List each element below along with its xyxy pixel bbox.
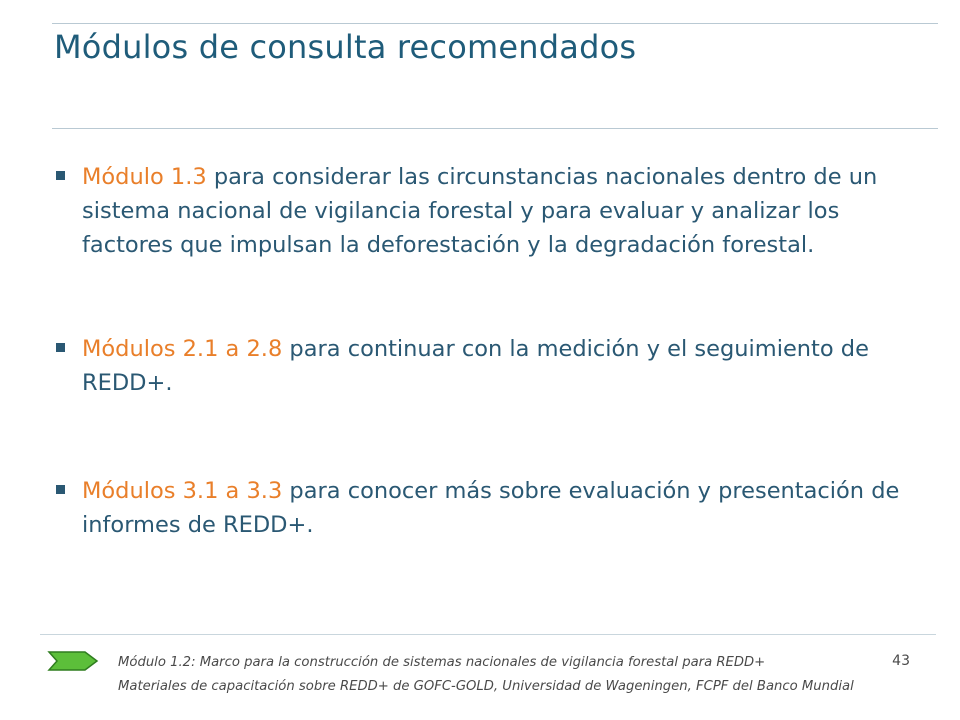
square-bullet-icon (56, 171, 65, 180)
bullet-item (56, 474, 926, 542)
bullet-list (56, 160, 926, 542)
module-highlight: Módulos 2.1 a 2.8 (82, 336, 283, 362)
footer-module-caption: Módulo 1.2: Marco para la construcción de sistemas nacionales de vigilancia forestal para REDD+ (118, 655, 766, 670)
slide-title: Módulos de consulta recomendados (54, 28, 637, 66)
square-bullet-icon (56, 485, 65, 494)
bullet-item (56, 160, 926, 262)
top-divider (52, 23, 938, 24)
bullet-text: para continuar con la medición y el seguimiento de REDD+. (82, 336, 869, 396)
green-arrow-icon (47, 648, 99, 674)
bullet-text: para conocer más sobre evaluación y presentación de informes de REDD+. (82, 478, 900, 538)
title-divider (52, 128, 938, 129)
page-number: 43 (892, 653, 910, 669)
square-bullet-icon (56, 343, 65, 352)
footer-divider (40, 634, 936, 635)
bullet-text: para considerar las circunstancias nacionales dentro de un sistema nacional de vigilancia forestal y para evaluar y analizar los factores que impulsan la deforestación y la degradación forestal. (82, 164, 878, 258)
module-highlight: Módulo 1.3 (82, 164, 207, 190)
bullet-item (56, 332, 926, 400)
module-highlight: Módulos 3.1 a 3.3 (82, 478, 283, 504)
footer-credits: Materiales de capacitación sobre REDD+ de GOFC-GOLD, Universidad de Wageningen, FCPF del Banco Mundial (118, 679, 854, 694)
